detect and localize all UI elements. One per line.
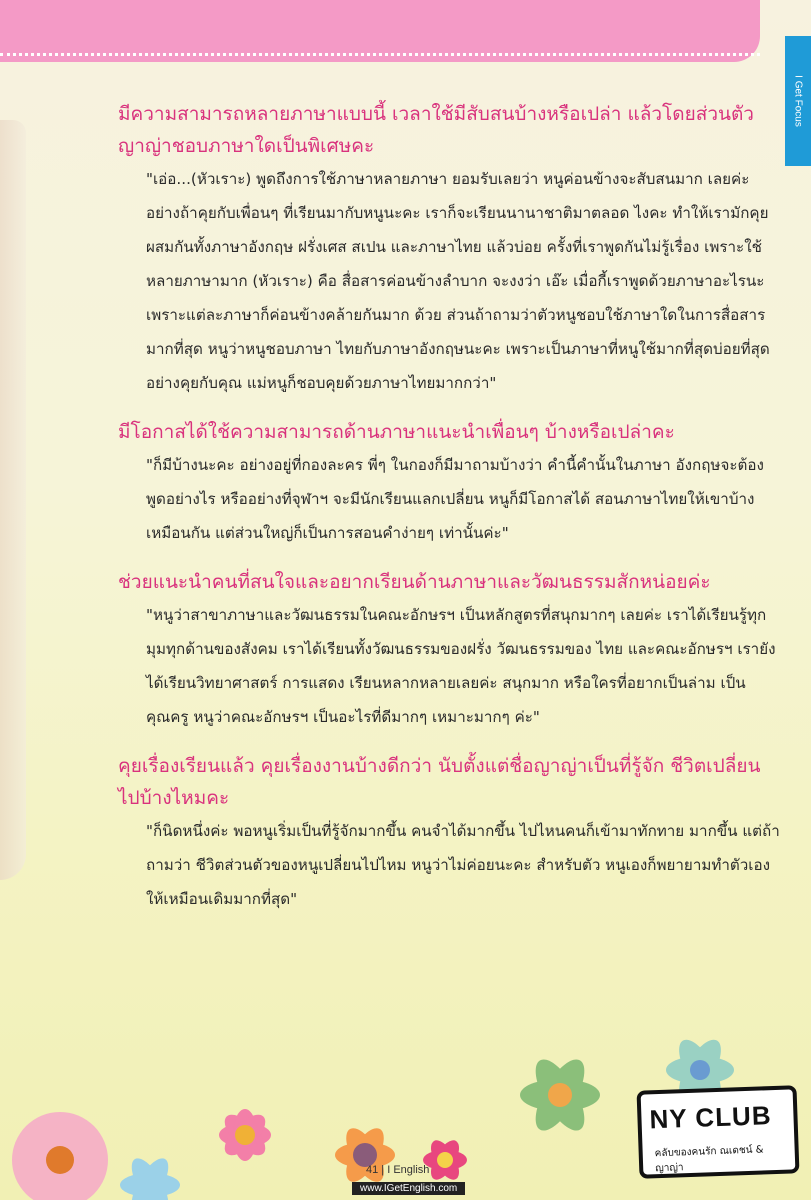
question-heading: มีความสามารถหลายภาษาแบบนี้ เวลาใช้มีสับสนบ้างหรือเปล่า แล้วโดยส่วนตัวญาญ่าชอบภาษาใดเป็นพิเศษคะ bbox=[118, 103, 754, 157]
top-banner bbox=[0, 0, 760, 62]
qa-block bbox=[118, 416, 778, 550]
badge-title: NY CLUB bbox=[648, 1100, 773, 1135]
question-heading: คุยเรื่องเรียนแล้ว คุยเรื่องงานบ้างดีกว่า นับตั้งแต่ชื่อญาญ่าเป็นที่รู้จัก ชีวิตเปลี่ยนไปบ้างไหมคะ bbox=[118, 755, 761, 809]
question-heading: ช่วยแนะนำคนที่สนใจและอยากเรียนด้านภาษาและวัฒนธรรมสักหน่อยค่ะ bbox=[118, 571, 711, 593]
answer-paragraph: "เอ่อ...(หัวเราะ) พูดถึงการใช้ภาษาหลายภาษา ยอมรับเลยว่า หนูค่อนข้างจะสับสนมาก เลยค่ะ อย่างถ้าคุยกับเพื่อนๆ ที่เรียนมากับหนูนะคะ เราก็จะเรียนนานาชาติมาตลอด ไงคะ ทำให้เรามักคุยผสมกันทั้งภาษาอังกฤษ ฝรั่งเศส สเปน และภาษาไทย แล้วบ่อย ครั้งที่เราพูดกันไม่รู้เรื่อง เพราะใช้หลายภาษามาก (หัวเราะ) คือ สื่อสารค่อนข้างลำบาก จะงงว่า เอ๊ะ เมื่อกี้เราพูดด้วยภาษาอะไรนะ เพราะแต่ละภาษาก็ค่อนข้างคล้ายกันมาก ด้วย ส่วนถ้าถามว่าตัวหนูชอบใช้ภาษาใดในการสื่อสารมากที่สุด หนูว่าหนูชอบภาษา ไทยกับภาษาอังกฤษนะคะ เพราะเป็นภาษาที่หนูใช้มากที่สุดบ่อยที่สุด อย่างคุยกับคุณ แม่หนูก็ชอบคุยด้วยภาษาไทยมากกว่า" bbox=[146, 170, 770, 392]
section-tab bbox=[785, 36, 811, 166]
page-number: 41 | I English bbox=[366, 1164, 430, 1176]
qa-block bbox=[118, 98, 778, 400]
answer-paragraph: "ก็มีบ้างนะคะ อย่างอยู่ที่กองละคร พี่ๆ ในกองก็มีมาถามบ้างว่า คำนี้คำนั้นในภาษา อังกฤษจะต้องพูดอย่างไร หรืออย่างที่จุฬาฯ จะมีนักเรียนแลกเปลี่ยน หนูก็มีโอกาสได้ สอนภาษาไทยให้เขาบ้างเหมือนกัน แต่ส่วนใหญ่ก็เป็นการสอนคำง่ายๆ เท่านั้นค่ะ" bbox=[146, 456, 764, 542]
answer-paragraph: "หนูว่าสาขาภาษาและวัฒนธรรมในคณะอักษรฯ เป็นหลักสูตรที่สนุกมากๆ เลยค่ะ เราได้เรียนรู้ทุกมุมทุกด้านของสังคม เราได้เรียนทั้งวัฒนธรรมของฝรั่ง วัฒนธรรมของ ไทย และคณะอักษรฯ เรายังได้เรียนวิทยาศาสตร์ การแสดง เรียนหลากหลายเลยค่ะ สนุกมาก หรือใครที่อยากเป็นล่าม เป็นคุณครู หนูว่าคณะอักษรฯ เป็นอะไรที่ดีมากๆ เหมาะมากๆ ค่ะ" bbox=[146, 606, 776, 726]
answer-paragraph: "ก็นิดหนึ่งค่ะ พอหนูเริ่มเป็นที่รู้จักมากขึ้น คนจำได้มากขึ้น ไปไหนคนก็เข้ามาทักทาย มากขึ้น แต่ถ้าถามว่า ชีวิตส่วนตัวของหนูเปลี่ยนไปไหม หนูว่าไม่ค่อยนะคะ สำหรับตัว หนูเองก็พยายามทำตัวเองให้เหมือนเดิมมากที่สุด" bbox=[146, 822, 780, 908]
ny-club-badge bbox=[637, 1085, 800, 1179]
badge-subtitle: คลับของคนรัก ณเดชน์ & ญาญ่า bbox=[654, 1144, 764, 1175]
article-body bbox=[118, 98, 778, 932]
qa-block bbox=[118, 750, 778, 916]
section-tab-label: I Get Focus bbox=[792, 75, 804, 127]
question-heading: มีโอกาสได้ใช้ความสามารถด้านภาษาแนะนำเพื่อนๆ บ้างหรือเปล่าคะ bbox=[118, 421, 675, 443]
qa-block bbox=[118, 566, 778, 734]
website-url: www.IGetEnglish.com bbox=[352, 1182, 465, 1195]
background-figure bbox=[0, 120, 26, 880]
